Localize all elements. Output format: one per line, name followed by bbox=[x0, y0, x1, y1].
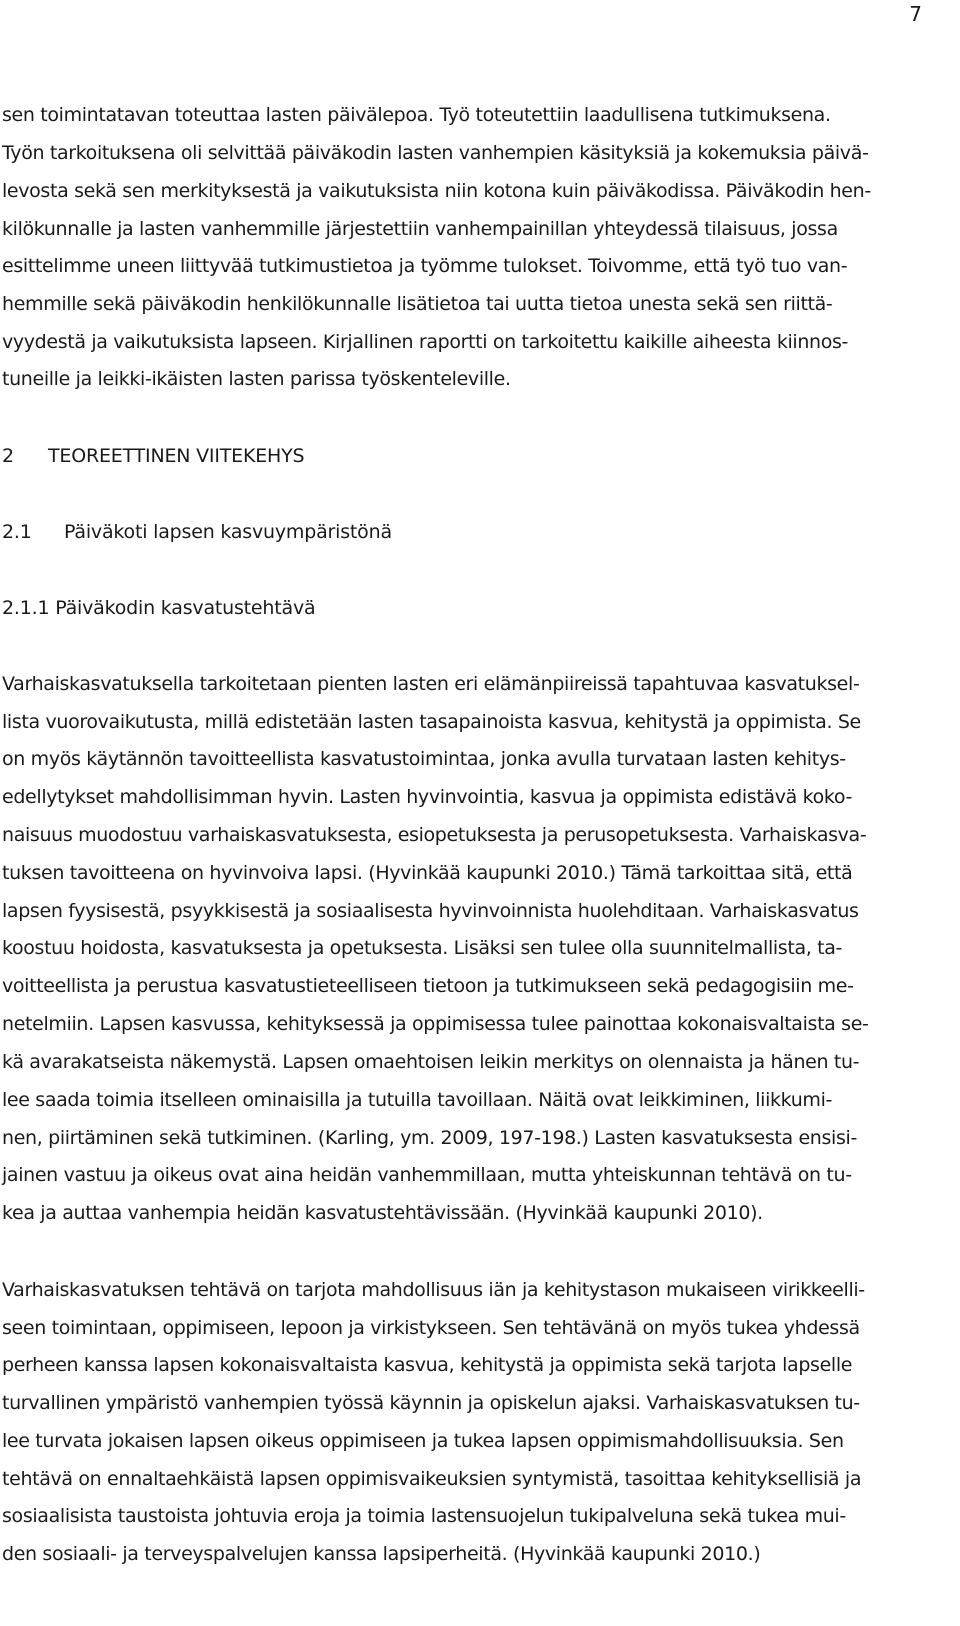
subsubsection-heading bbox=[2, 597, 315, 619]
text-line: lee turvata jokaisen lapsen oikeus oppimiseen ja tukea lapsen oppimismahdollisuuksia. Sen bbox=[2, 1430, 844, 1452]
text-line: edellytykset mahdollisimman hyvin. Lasten hyvinvointia, kasvua ja oppimista edistävä koko- bbox=[2, 786, 852, 808]
text-line: turvallinen ympäristö vanhempien työssä käynnin ja opiskelun ajaksi. Varhaiskasvatuksen tu- bbox=[2, 1392, 860, 1414]
text-line: lista vuorovaikutusta, millä edistetään lasten tasapainoista kasvua, kehitystä ja oppimista. Se bbox=[2, 711, 861, 733]
section-title: TEOREETTINEN VIITEKEHYS bbox=[48, 445, 305, 467]
subsubsection-title: Päiväkodin kasvatustehtävä bbox=[55, 597, 316, 619]
text-line: netelmiin. Lapsen kasvussa, kehityksessä ja oppimisessa tulee painottaa kokonaisvaltaista se- bbox=[2, 1013, 869, 1035]
text-line: jainen vastuu ja oikeus ovat aina heidän vanhemmillaan, mutta yhteiskunnan tehtävä on tu- bbox=[2, 1164, 852, 1186]
text-line: seen toimintaan, oppimiseen, lepoon ja virkistykseen. Sen tehtävänä on myös tukea yhdessä bbox=[2, 1317, 860, 1339]
text-line: levosta sekä sen merkityksestä ja vaikutuksista niin kotona kuin päiväkodissa. Päiväkodin hen- bbox=[2, 180, 871, 202]
text-line: voitteellista ja perustua kasvatustieteelliseen tietoon ja tutkimukseen sekä pedagogisiin me- bbox=[2, 975, 854, 997]
text-line: den sosiaali- ja terveyspalvelujen kanssa lapsiperheitä. (Hyvinkää kaupunki 2010.) bbox=[2, 1543, 761, 1565]
text-line: Varhaiskasvatuksen tehtävä on tarjota mahdollisuus iän ja kehitystason mukaiseen virikkeelli- bbox=[2, 1279, 865, 1301]
section-heading bbox=[2, 445, 304, 467]
text-line: nen, piirtäminen sekä tutkiminen. (Karling, ym. 2009, 197-198.) Lasten kasvatuksesta ensisi- bbox=[2, 1127, 857, 1149]
text-line: Työn tarkoituksena oli selvittää päiväkodin lasten vanhempien käsityksiä ja kokemuksia päivä- bbox=[2, 142, 869, 164]
section-number: 2 bbox=[2, 445, 14, 467]
page-number: 7 bbox=[909, 2, 922, 26]
subsubsection-number: 2.1.1 bbox=[2, 597, 50, 619]
text-line: esittelimme uneen liittyvää tutkimustietoa ja työmme tulokset. Toivomme, että työ tuo van- bbox=[2, 255, 848, 277]
text-line: perheen kanssa lapsen kokonaisvaltaista kasvua, kehitystä ja oppimista sekä tarjota lapselle bbox=[2, 1354, 853, 1376]
subsection-heading bbox=[2, 521, 392, 543]
text-line: hemmille sekä päiväkodin henkilökunnalle lisätietoa tai uutta tietoa unesta sekä sen riittä- bbox=[2, 293, 833, 315]
text-line: kä avarakatseista näkemystä. Lapsen omaehtoisen leikin merkitys on olennaista ja hänen tu- bbox=[2, 1051, 860, 1073]
text-line: koostuu hoidosta, kasvatuksesta ja opetuksesta. Lisäksi sen tulee olla suunnitelmallista, ta- bbox=[2, 937, 843, 959]
text-line: kea ja auttaa vanhempia heidän kasvatustehtävissään. (Hyvinkää kaupunki 2010). bbox=[2, 1202, 763, 1224]
text-line: lee saada toimia itselleen ominaisilla ja tutuilla tavoillaan. Näitä ovat leikkiminen, liikkumi- bbox=[2, 1089, 833, 1111]
text-line: on myös käytännön tavoitteellista kasvatustoimintaa, jonka avulla turvataan lasten kehitys- bbox=[2, 748, 846, 770]
text-line: lapsen fyysisestä, psyykkisestä ja sosiaalisesta hyvinvoinnista huolehditaan. Varhaiskasvatus bbox=[2, 900, 859, 922]
text-line: sen toimintatavan toteuttaa lasten päivälepoa. Työ toteutettiin laadullisena tutkimuksena. bbox=[2, 104, 831, 126]
subsection-title: Päiväkoti lapsen kasvuympäristönä bbox=[64, 521, 392, 543]
text-line: sosiaalisista taustoista johtuvia eroja ja toimia lastensuojelun tukipalveluna sekä tukea mui- bbox=[2, 1505, 846, 1527]
text-line: tehtävä on ennaltaehkäistä lapsen oppimisvaikeuksien syntymistä, tasoittaa kehityksellisiä ja bbox=[2, 1468, 862, 1490]
text-line: tuksen tavoitteena on hyvinvoiva lapsi. (Hyvinkää kaupunki 2010.) Tämä tarkoittaa sitä, että bbox=[2, 862, 853, 884]
text-line: tuneille ja leikki-ikäisten lasten parissa työskenteleville. bbox=[2, 368, 511, 390]
subsection-number: 2.1 bbox=[2, 521, 32, 543]
text-line: Varhaiskasvatuksella tarkoitetaan pienten lasten eri elämänpiireissä tapahtuvaa kasvatuksel- bbox=[2, 673, 860, 695]
text-line: vyydestä ja vaikutuksista lapseen. Kirjallinen raportti on tarkoitettu kaikille aiheesta kiinnos- bbox=[2, 331, 849, 353]
text-line: kilökunnalle ja lasten vanhemmille järjestettiin vanhempainillan yhteydessä tilaisuus, jossa bbox=[2, 218, 838, 240]
text-line: naisuus muodostuu varhaiskasvatuksesta, esiopetuksesta ja perusopetuksesta. Varhaiskasva- bbox=[2, 824, 867, 846]
